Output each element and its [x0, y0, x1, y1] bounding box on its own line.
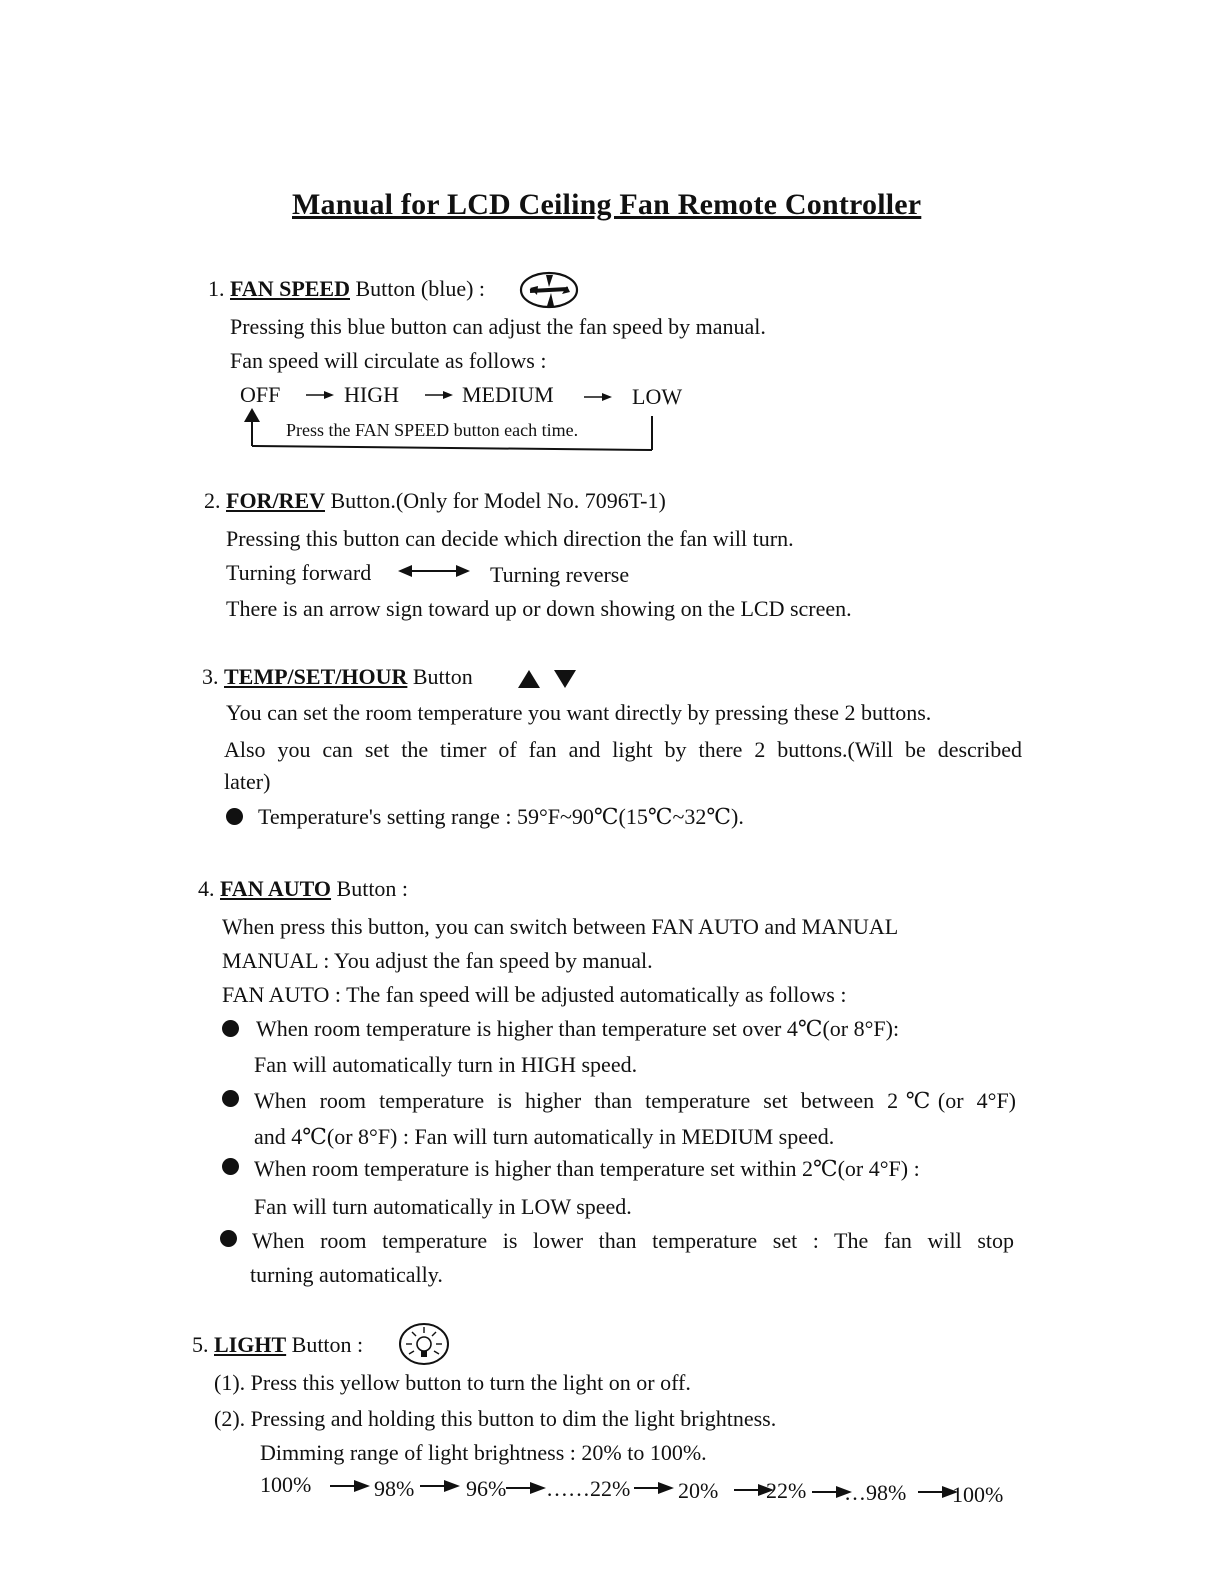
direction-forward: Turning forward — [226, 560, 372, 585]
temp-set-hour-label: TEMP/SET/HOUR — [224, 664, 408, 689]
fan-icon — [518, 270, 580, 310]
fan-speed-suffix: Button (blue) : — [350, 276, 486, 301]
bullet-icon — [222, 1090, 239, 1107]
bullet-icon — [226, 808, 243, 825]
auto-rule-2b: and 4℃(or 8°F) : Fan will turn automatically in MEDIUM speed. — [254, 1124, 835, 1149]
double-arrow-icon — [398, 564, 470, 578]
fan-speed-line2: Fan speed will circulate as follows : — [230, 348, 547, 373]
temp-line2: Also you can set the timer of fan and light by there 2 buttons.(Will be described — [224, 737, 1022, 762]
section-number: 1. — [208, 276, 225, 301]
speed-low: LOW — [632, 384, 683, 409]
arrow-right-icon — [420, 1480, 460, 1492]
arrow-right-icon — [330, 1480, 370, 1492]
speed-high: HIGH — [344, 382, 399, 407]
down-triangle-icon — [554, 670, 576, 688]
auto-rule-4a: When room temperature is lower than temperature set : The fan will stop — [252, 1228, 1014, 1253]
seq-value: 100% — [260, 1472, 312, 1497]
bullet-icon — [220, 1230, 237, 1247]
section-number: 2. — [204, 488, 221, 513]
auto-rule-1a: When room temperature is higher than temperature set over 4℃(or 8°F): — [256, 1016, 900, 1041]
page-title: Manual for LCD Ceiling Fan Remote Controller — [292, 188, 922, 221]
section-temp-heading — [202, 664, 473, 690]
auto-rule-3a: When room temperature is higher than temperature set within 2℃(or 4°F) : — [254, 1156, 920, 1181]
speed-medium: MEDIUM — [462, 382, 554, 407]
auto-rule-3b: Fan will turn automatically in LOW speed. — [254, 1194, 632, 1219]
seq-value: 100% — [952, 1482, 1004, 1507]
arrow-right-icon — [584, 392, 612, 402]
arrow-right-icon — [306, 390, 334, 400]
light-bulb-icon — [398, 1322, 450, 1366]
section-number: 5. — [192, 1332, 209, 1357]
temp-suffix: Button — [407, 664, 473, 689]
seq-value: 96% — [466, 1476, 507, 1501]
fan-auto-line1: When press this button, you can switch between FAN AUTO and MANUAL — [222, 914, 899, 939]
bullet-icon — [222, 1158, 239, 1175]
for-rev-line3: There is an arrow sign toward up or down showing on the LCD screen. — [226, 596, 852, 621]
light-suffix: Button : — [286, 1332, 364, 1357]
fan-auto-suffix: Button : — [331, 876, 409, 901]
section-number: 3. — [202, 664, 219, 689]
section-for-rev-heading — [204, 488, 666, 514]
section-fan-speed-heading — [208, 276, 485, 302]
up-triangle-icon — [518, 670, 540, 688]
temp-line1: You can set the room temperature you want directly by pressing these 2 buttons. — [226, 700, 932, 725]
section-fan-auto-heading — [198, 876, 408, 902]
section-light-heading — [192, 1332, 363, 1358]
seq-value: 98% — [374, 1476, 415, 1501]
speed-off: OFF — [240, 382, 281, 407]
light-item2: (2). Pressing and holding this button to dim the light brightness. — [214, 1406, 777, 1431]
for-rev-label: FOR/REV — [226, 488, 325, 513]
seq-value: ……22% — [546, 1476, 631, 1501]
auto-rule-2a: When room temperature is higher than temperature set between 2℃(or 4°F) — [254, 1088, 1016, 1113]
for-rev-line1: Pressing this button can decide which direction the fan will turn. — [226, 526, 794, 551]
direction-reverse: Turning reverse — [490, 562, 630, 587]
fan-auto-line2: MANUAL : You adjust the fan speed by manual. — [222, 948, 653, 973]
light-item1: (1). Press this yellow button to turn the light on or off. — [214, 1370, 691, 1395]
loop-note: Press the FAN SPEED button each time. — [286, 420, 579, 440]
fan-speed-label: FAN SPEED — [230, 276, 350, 301]
dimming-range: Dimming range of light brightness : 20% to 100%. — [260, 1440, 707, 1465]
temp-line3: later) — [224, 769, 271, 794]
arrow-right-icon — [506, 1482, 546, 1494]
seq-value: 22% — [766, 1478, 807, 1503]
section-number: 4. — [198, 876, 215, 901]
arrow-right-icon — [634, 1482, 674, 1494]
seq-value: 20% — [678, 1478, 719, 1503]
light-label: LIGHT — [214, 1332, 287, 1357]
for-rev-suffix: Button.(Only for Model No. 7096T-1) — [325, 488, 666, 513]
auto-rule-1b: Fan will automatically turn in HIGH speed. — [254, 1052, 638, 1077]
seq-value: …98% — [844, 1480, 907, 1505]
auto-rule-4b: turning automatically. — [250, 1262, 443, 1287]
temp-range: Temperature's setting range : 59°F~90℃(15℃~32℃). — [258, 804, 744, 829]
bullet-icon — [222, 1020, 239, 1037]
fan-speed-line1: Pressing this blue button can adjust the fan speed by manual. — [230, 314, 766, 339]
fan-auto-line3: FAN AUTO : The fan speed will be adjusted automatically as follows : — [222, 982, 847, 1007]
arrow-right-icon — [425, 390, 453, 400]
fan-auto-label: FAN AUTO — [220, 876, 332, 901]
